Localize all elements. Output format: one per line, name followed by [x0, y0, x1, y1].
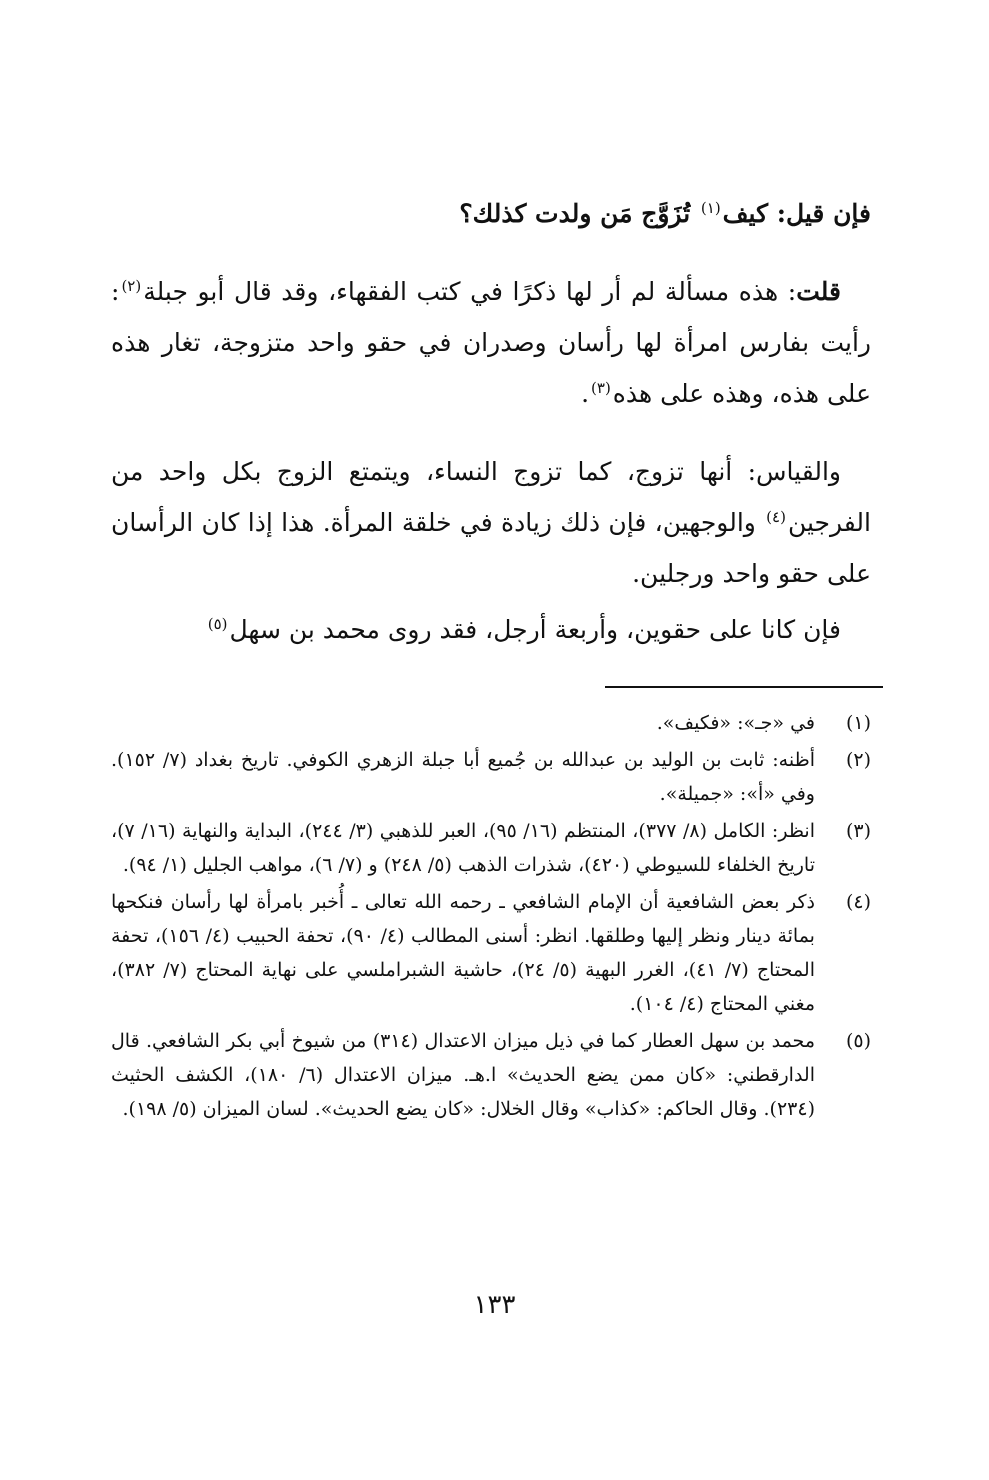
text-run: والقياس: أنها تزوج، كما تزوج النساء، ويتمتع الزوج بكل واحد من الفرجين — [111, 457, 871, 537]
footnotes-section — [111, 706, 871, 1129]
paragraph-answer — [111, 266, 871, 419]
text-run: تُزَوَّج مَن ولدت كذلك؟ — [459, 199, 699, 228]
text-run: : هذه مسألة لم أر لها ذكرًا في كتب الفقهاء، وقد قال أبو جبلة — [143, 277, 797, 306]
footnote-ref-2[interactable]: (٢) — [121, 276, 142, 295]
paragraph-continuation — [111, 604, 871, 655]
text-run: والوجهين، فإن ذلك زيادة في خلقة المرأة. هذا إذا كان الرأسان على حقو واحد ورجلين. — [111, 508, 871, 588]
paragraph-analogy — [111, 446, 871, 599]
lead-phrase: فإن قيل — [785, 199, 871, 228]
footnote-ref-5[interactable]: (٥) — [207, 614, 228, 633]
footnote-number: (٥) — [845, 1030, 871, 1052]
footnote-number: (٢) — [845, 749, 871, 771]
text-run: : رأيت بفارس امرأة لها رأسان وصدران في حقو واحد متزوجة، تغار هذه على هذه، وهذه على هذه — [111, 277, 871, 408]
footnote-1 — [111, 706, 871, 740]
footnote-text: أظنه: ثابت بن الوليد بن عبدالله بن جُميع أبا جبلة الزهري الكوفي. تاريخ بغداد (٧/ ١٥٢). وفي «أ»: «جميلة». — [111, 749, 815, 805]
footnote-number: (١) — [845, 712, 871, 734]
footnote-text: انظر: الكامل (٨/ ٣٧٧)، المنتظم (١٦/ ٩٥)، العبر للذهبي (٣/ ٢٤٤)، البداية والنهاية (١٦/ ٧)، تاريخ الخلفاء للسيوطي (٤٢٠)، شذرات الذهب (٥/ ٢٤٨) و (٧/ ٦)، مواهب الجليل (١/ ٩٤). — [111, 820, 815, 876]
footnote-number: (٣) — [845, 820, 871, 842]
footnote-number: (٤) — [845, 891, 871, 913]
paragraph-question — [111, 188, 871, 239]
footnote-divider — [605, 686, 883, 688]
footnote-4 — [111, 885, 871, 1021]
footnote-ref-4[interactable]: (٤) — [766, 507, 786, 526]
footnote-ref-1[interactable]: (١) — [700, 198, 721, 217]
footnote-text: في «جـ»: «فكيف». — [656, 712, 815, 734]
footnote-text: محمد بن سهل العطار كما في ذيل ميزان الاعتدال (٣١٤) من شيوخ أبي بكر الشافعي. قال الدارقطني: «كان ممن يضع الحديث» ا.هـ. ميزان الاعتدال (٦/ ١٨٠)، الكشف الحثيث (٢٣٤). وقال الحاكم: «كذاب» وقال الخلال: «كان يضع الحديث». لسان الميزان (٥/ ١٩٨). — [111, 1030, 815, 1120]
page-number: ١٣٣ — [473, 1290, 516, 1320]
footnote-3 — [111, 814, 871, 882]
footnote-text: ذكر بعض الشافعية أن الإمام الشافعي ـ رحمه الله تعالى ـ أُخبر بامرأة لها رأسان فنكحها بمائة دينار ونظر إليها وطلقها. انظر: أسنى المطالب (٤/ ٩٠)، تحفة الحبيب (٤/ ١٥٦)، تحفة المحتاج (٧/ ٤١)، الغرر البهية (٥/ ٢٤)، حاشية الشبراملسي على نهاية المحتاج (٧/ ٣٨٢)، مغني المحتاج (٤/ ١٠٤). — [111, 891, 815, 1015]
text-run: فإن كانا على حقوين، وأربعة أرجل، فقد روى محمد بن سهل — [229, 615, 841, 644]
footnote-2 — [111, 743, 871, 811]
text-run: : كيف — [722, 199, 786, 228]
footnote-5 — [111, 1024, 871, 1126]
lead-phrase: قلت — [796, 277, 841, 306]
text-run: . — [581, 379, 590, 408]
footnote-ref-3[interactable]: (٣) — [591, 378, 611, 397]
